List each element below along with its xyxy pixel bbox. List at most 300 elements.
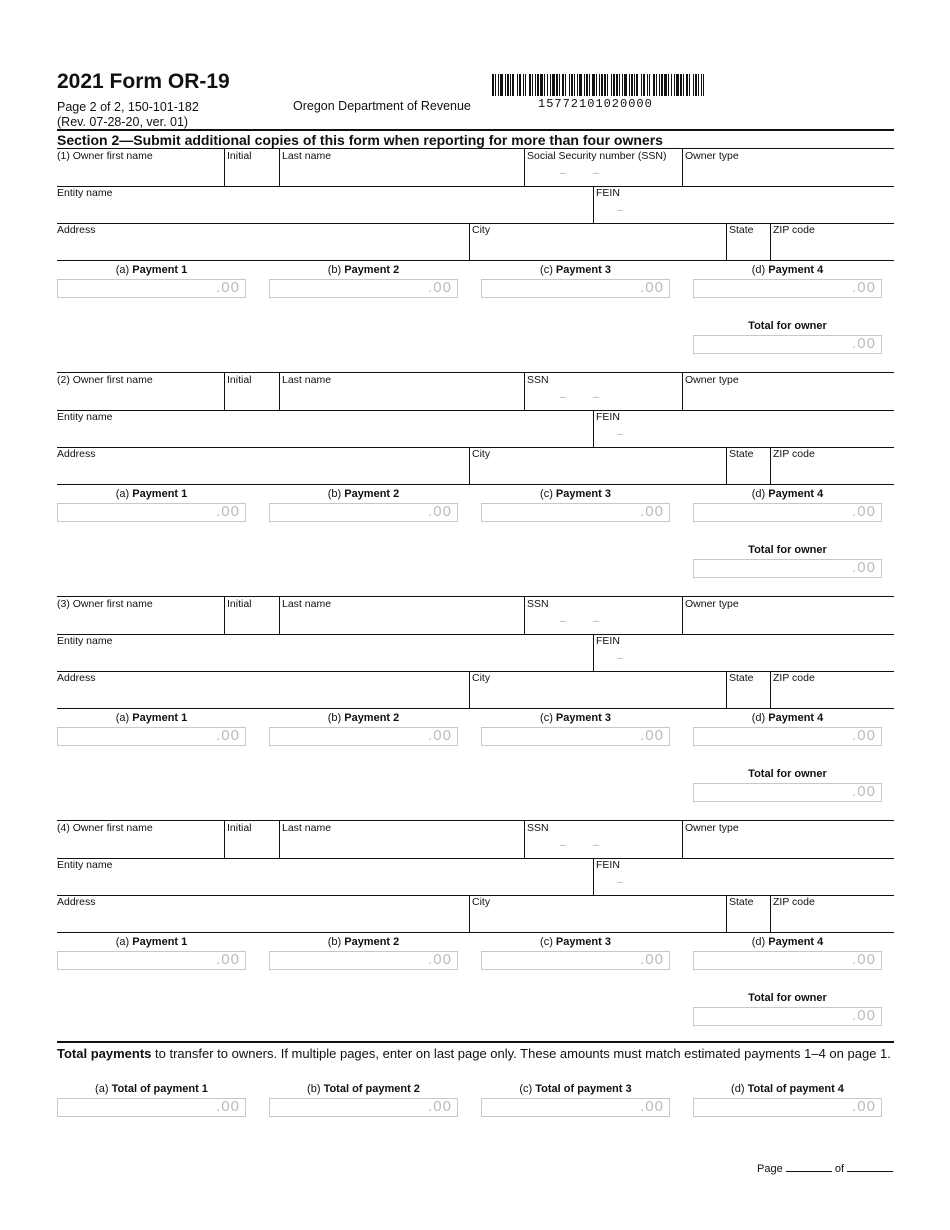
cents-marker: .00 [640, 503, 664, 520]
barcode-bar [686, 74, 688, 96]
payment-name: Payment 2 [344, 488, 400, 500]
fein-label: FEIN [596, 411, 620, 423]
cents-marker: .00 [852, 503, 876, 520]
zip-code-field[interactable] [771, 684, 894, 707]
entity-name-field[interactable] [57, 871, 592, 894]
payment-letter: (c) [540, 712, 553, 724]
initial-field[interactable] [225, 386, 278, 409]
barcode-bar [668, 74, 669, 96]
cents-marker: .00 [428, 279, 452, 296]
cents-marker: .00 [852, 1098, 876, 1115]
payment-letter: (c) [540, 264, 553, 276]
payment-letter: (a) [115, 264, 130, 276]
row-rule [57, 372, 894, 373]
payment-2-input[interactable] [269, 503, 458, 522]
payment-1-input[interactable] [57, 279, 246, 298]
row-rule [57, 484, 894, 485]
cents-marker: .00 [640, 279, 664, 296]
barcode-bar [647, 74, 648, 96]
payment-4-input[interactable] [693, 503, 882, 522]
total-payments-text: to transfer to owners. If multiple pages, enter on last page only. These amounts must match estimated payments 1–4 on page 1. [151, 1046, 891, 1061]
city-field[interactable] [470, 908, 725, 931]
barcode-bar [703, 74, 704, 96]
payment-letter: (d) [751, 936, 766, 948]
entity-name-label: Entity name [57, 411, 113, 423]
barcode-bar [596, 74, 597, 96]
barcode-bar [683, 74, 684, 96]
state-label: State [729, 672, 754, 684]
barcode-bar [622, 74, 623, 96]
ssn-field[interactable] [525, 386, 681, 409]
payment-name: Payment 1 [132, 264, 188, 276]
barcode-bar [505, 74, 506, 96]
total-name: Total of payment 2 [323, 1083, 420, 1095]
payment-name: Payment 1 [132, 488, 188, 500]
barcode-bar [519, 74, 521, 96]
total-for-owner-label: Total for owner [748, 992, 827, 1004]
barcode-bar [584, 74, 585, 96]
row-rule [57, 410, 894, 411]
barcode-bar [571, 74, 573, 96]
payment-3-input[interactable] [481, 503, 670, 522]
barcode-bar [659, 74, 660, 96]
payment-letter: (d) [751, 488, 766, 500]
barcode-bar [592, 74, 595, 96]
city-label: City [472, 672, 491, 684]
barcode-bar [689, 74, 690, 96]
barcode-bar [611, 74, 612, 96]
barcode-bar [537, 74, 539, 96]
barcode-bar [492, 74, 494, 96]
separator-dash: – [617, 877, 623, 888]
payment-3-input[interactable] [481, 727, 670, 746]
separator-dash: – [593, 392, 599, 403]
barcode-bar [674, 74, 675, 96]
payment-letter: (d) [751, 264, 766, 276]
total-payments-lead: Total payments [57, 1046, 152, 1061]
cents-marker: .00 [852, 951, 876, 968]
last-name-field[interactable] [280, 162, 523, 185]
payment-3-input[interactable] [481, 951, 670, 970]
separator-dash: – [593, 840, 599, 851]
payment-1-label [57, 488, 246, 500]
row-rule [57, 820, 894, 821]
barcode-bar [517, 74, 518, 96]
state-field[interactable] [727, 908, 769, 931]
payment-2-label [269, 712, 458, 724]
barcode-bar [589, 74, 590, 96]
payment-2-label [269, 488, 458, 500]
payment-4-input[interactable] [693, 279, 882, 298]
barcode-bar [693, 74, 694, 96]
payment-name: Payment 3 [555, 936, 611, 948]
row-rule [57, 260, 894, 261]
total-for-owner-label: Total for owner [748, 544, 827, 556]
ssn-label: Social Security number (SSN) [527, 150, 667, 162]
city-field[interactable] [470, 236, 725, 259]
cents-marker: .00 [852, 727, 876, 744]
separator-dash: – [593, 168, 599, 179]
cents-marker: .00 [852, 559, 876, 576]
payment-3-label [481, 712, 670, 724]
zip-code-label: ZIP code [773, 448, 815, 460]
total-name: Total of payment 4 [747, 1083, 844, 1095]
owner-type-field[interactable] [683, 834, 894, 857]
cents-marker: .00 [216, 951, 240, 968]
owner-first-name-field[interactable] [57, 162, 223, 185]
payment-4-input[interactable] [693, 951, 882, 970]
row-rule [57, 148, 894, 149]
barcode-bar [577, 74, 578, 96]
page-number-blank[interactable] [786, 1162, 832, 1172]
barcode-bar [500, 74, 503, 96]
total-for-owner-label: Total for owner [748, 320, 827, 332]
separator-dash: – [617, 653, 623, 664]
ssn-field[interactable] [525, 834, 681, 857]
owner-first-name-label: (3) Owner first name [57, 598, 153, 610]
total-letter: (b) [307, 1083, 321, 1095]
barcode-bar [698, 74, 699, 96]
page-word: Page [757, 1163, 783, 1175]
totals-rule [57, 1041, 894, 1043]
ssn-field[interactable] [525, 610, 681, 633]
state-label: State [729, 224, 754, 236]
cents-marker: .00 [852, 279, 876, 296]
ssn-label: SSN [527, 374, 549, 386]
barcode-bar [664, 74, 667, 96]
barcode-bar [550, 74, 551, 96]
payment-2-label [269, 264, 458, 276]
total-for-owner-input[interactable] [693, 783, 882, 802]
payment-1-label [57, 712, 246, 724]
row-rule [57, 634, 894, 635]
ssn-label: SSN [527, 822, 549, 834]
barcode-bar [495, 74, 496, 96]
initial-label: Initial [227, 598, 252, 610]
barcode-bar [552, 74, 555, 96]
fein-field[interactable] [594, 871, 894, 894]
barcode-bar [619, 74, 620, 96]
cents-marker: .00 [428, 951, 452, 968]
separator-dash: – [593, 616, 599, 627]
address-label: Address [57, 672, 96, 684]
payment-2-input[interactable] [269, 279, 458, 298]
barcode-bar [676, 74, 679, 96]
owner-first-name-field[interactable] [57, 610, 223, 633]
barcode-bar [624, 74, 627, 96]
zip-code-field[interactable] [771, 236, 894, 259]
total-payment-4-input[interactable] [693, 1098, 882, 1117]
barcode-bar [574, 74, 575, 96]
fein-label: FEIN [596, 635, 620, 647]
barcode-bar [523, 74, 524, 96]
department-name: Oregon Department of Revenue [293, 99, 471, 113]
fein-label: FEIN [596, 187, 620, 199]
revision: (Rev. 07-28-20, ver. 01) [57, 115, 189, 129]
initial-field[interactable] [225, 162, 278, 185]
barcode-bar [695, 74, 697, 96]
initial-label: Initial [227, 150, 252, 162]
barcode-bar [643, 74, 645, 96]
state-label: State [729, 448, 754, 460]
fein-label: FEIN [596, 859, 620, 871]
payment-4-label [693, 488, 882, 500]
payment-name: Payment 3 [555, 712, 611, 724]
payment-name: Payment 4 [768, 936, 824, 948]
owner-first-name-field[interactable] [57, 834, 223, 857]
city-label: City [472, 448, 491, 460]
zip-code-field[interactable] [771, 908, 894, 931]
cents-marker: .00 [428, 503, 452, 520]
barcode-bar [507, 74, 509, 96]
zip-code-label: ZIP code [773, 672, 815, 684]
payment-2-input[interactable] [269, 951, 458, 970]
barcode-bar [559, 74, 560, 96]
total-payments-instructions [57, 1045, 897, 1063]
total-for-owner-input[interactable] [693, 559, 882, 578]
owner-type-field[interactable] [683, 162, 894, 185]
zip-code-label: ZIP code [773, 224, 815, 236]
cents-marker: .00 [428, 727, 452, 744]
page-info: Page 2 of 2, 150-101-182 [57, 100, 199, 114]
barcode-bar [544, 74, 545, 96]
entity-name-label: Entity name [57, 859, 113, 871]
payment-4-label [693, 264, 882, 276]
total-name: Total of payment 3 [535, 1083, 632, 1095]
page-number-footer [757, 1162, 893, 1175]
last-name-label: Last name [282, 150, 332, 162]
initial-field[interactable] [225, 610, 278, 633]
address-field[interactable] [57, 908, 468, 931]
cents-marker: .00 [216, 727, 240, 744]
barcode-bar [641, 74, 642, 96]
payment-name: Payment 4 [768, 712, 824, 724]
barcode-bar [579, 74, 582, 96]
address-field[interactable] [57, 684, 468, 707]
fein-field[interactable] [594, 199, 894, 222]
barcode-bar [562, 74, 564, 96]
barcode-bar [547, 74, 548, 96]
section-title: Section 2—Submit additional copies of this form when reporting for more than four owners [57, 132, 663, 148]
payment-4-input[interactable] [693, 727, 882, 746]
initial-field[interactable] [225, 834, 278, 857]
barcode-image [492, 74, 704, 96]
payment-3-label [481, 264, 670, 276]
address-field[interactable] [57, 236, 468, 259]
total-payment-1-label [57, 1083, 246, 1095]
barcode-bar [616, 74, 618, 96]
cents-marker: .00 [852, 335, 876, 352]
payment-1-input[interactable] [57, 951, 246, 970]
cents-marker: .00 [216, 1098, 240, 1115]
payment-name: Payment 2 [344, 712, 400, 724]
payment-name: Payment 2 [344, 936, 400, 948]
payment-letter: (b) [327, 712, 342, 724]
owner-first-name-label: (4) Owner first name [57, 822, 153, 834]
barcode-bar [653, 74, 655, 96]
payment-name: Payment 1 [132, 936, 188, 948]
ssn-label: SSN [527, 598, 549, 610]
city-field[interactable] [470, 460, 725, 483]
barcode-bar [565, 74, 566, 96]
payment-name: Payment 3 [555, 488, 611, 500]
payment-1-input[interactable] [57, 727, 246, 746]
owner-first-name-label: (1) Owner first name [57, 150, 153, 162]
barcode-bar [556, 74, 558, 96]
zip-code-field[interactable] [771, 460, 894, 483]
payment-4-label [693, 936, 882, 948]
total-payment-4-label [693, 1083, 882, 1095]
cents-marker: .00 [216, 279, 240, 296]
ssn-field[interactable] [525, 162, 681, 185]
barcode-bar [510, 74, 511, 96]
barcode-bar [607, 74, 608, 96]
entity-name-field[interactable] [57, 647, 592, 670]
barcode-bar [701, 74, 702, 96]
fein-field[interactable] [594, 647, 894, 670]
initial-label: Initial [227, 822, 252, 834]
payment-letter: (b) [327, 488, 342, 500]
barcode-bar [569, 74, 570, 96]
barcode-bar [512, 74, 514, 96]
owner-type-field[interactable] [683, 386, 894, 409]
payment-3-input[interactable] [481, 279, 670, 298]
payment-letter: (c) [540, 936, 553, 948]
payment-letter: (a) [115, 936, 130, 948]
state-label: State [729, 896, 754, 908]
row-rule [57, 932, 894, 933]
barcode-bar [680, 74, 682, 96]
barcode-bar [498, 74, 499, 96]
payment-letter: (b) [327, 264, 342, 276]
barcode-bar [529, 74, 531, 96]
barcode-bar [649, 74, 650, 96]
last-name-label: Last name [282, 374, 332, 386]
payment-letter: (d) [751, 712, 766, 724]
of-word: of [834, 1163, 845, 1175]
owner-first-name-field[interactable] [57, 386, 223, 409]
barcode-number: 15772101020000 [538, 97, 653, 111]
zip-code-label: ZIP code [773, 896, 815, 908]
address-field[interactable] [57, 460, 468, 483]
last-name-label: Last name [282, 822, 332, 834]
barcode-bar [525, 74, 526, 96]
owner-type-label: Owner type [685, 150, 739, 162]
separator-dash: – [560, 392, 566, 403]
total-payment-2-input[interactable] [269, 1098, 458, 1117]
row-rule [57, 858, 894, 859]
total-for-owner-input[interactable] [693, 1007, 882, 1026]
cents-marker: .00 [852, 783, 876, 800]
barcode-bar [671, 74, 672, 96]
total-for-owner-input[interactable] [693, 335, 882, 354]
separator-dash: – [560, 840, 566, 851]
payment-3-label [481, 488, 670, 500]
cents-marker: .00 [640, 951, 664, 968]
barcode-bar [613, 74, 615, 96]
total-for-owner-label: Total for owner [748, 768, 827, 780]
owner-type-label: Owner type [685, 598, 739, 610]
page-total-blank[interactable] [847, 1162, 893, 1172]
city-label: City [472, 896, 491, 908]
row-rule [57, 596, 894, 597]
payment-name: Payment 3 [555, 264, 611, 276]
address-label: Address [57, 448, 96, 460]
cents-marker: .00 [428, 1098, 452, 1115]
state-field[interactable] [727, 236, 769, 259]
payment-1-label [57, 264, 246, 276]
payment-2-input[interactable] [269, 727, 458, 746]
barcode-bar [634, 74, 635, 96]
barcode-bar [631, 74, 633, 96]
barcode-bar [636, 74, 638, 96]
state-field[interactable] [727, 460, 769, 483]
barcode-bar [604, 74, 606, 96]
separator-dash: – [617, 205, 623, 216]
payment-letter: (c) [540, 488, 553, 500]
cents-marker: .00 [640, 727, 664, 744]
cents-marker: .00 [640, 1098, 664, 1115]
separator-dash: – [617, 429, 623, 440]
owner-type-field[interactable] [683, 610, 894, 633]
last-name-label: Last name [282, 598, 332, 610]
barcode-bar [601, 74, 603, 96]
row-rule [57, 708, 894, 709]
barcode-bar [599, 74, 600, 96]
barcode-bar [586, 74, 588, 96]
barcode-bar [629, 74, 630, 96]
payment-letter: (a) [115, 488, 130, 500]
barcode-bar [540, 74, 543, 96]
payment-name: Payment 4 [768, 264, 824, 276]
total-payment-3-input[interactable] [481, 1098, 670, 1117]
row-rule [57, 186, 894, 187]
fein-field[interactable] [594, 423, 894, 446]
state-field[interactable] [727, 684, 769, 707]
entity-name-label: Entity name [57, 635, 113, 647]
payment-letter: (b) [327, 936, 342, 948]
total-name: Total of payment 1 [111, 1083, 208, 1095]
address-label: Address [57, 224, 96, 236]
city-field[interactable] [470, 684, 725, 707]
last-name-field[interactable] [280, 386, 523, 409]
total-letter: (d) [731, 1083, 745, 1095]
form-title: 2021 Form OR-19 [57, 70, 230, 93]
entity-name-label: Entity name [57, 187, 113, 199]
barcode-bar [656, 74, 657, 96]
cents-marker: .00 [216, 503, 240, 520]
owner-type-label: Owner type [685, 822, 739, 834]
barcode-bar [661, 74, 663, 96]
total-letter: (a) [95, 1083, 109, 1095]
header-rule [57, 129, 894, 131]
payment-1-label [57, 936, 246, 948]
entity-name-field[interactable] [57, 423, 592, 446]
initial-label: Initial [227, 374, 252, 386]
address-label: Address [57, 896, 96, 908]
entity-name-field[interactable] [57, 199, 592, 222]
payment-1-input[interactable] [57, 503, 246, 522]
total-payment-1-input[interactable] [57, 1098, 246, 1117]
last-name-field[interactable] [280, 610, 523, 633]
last-name-field[interactable] [280, 834, 523, 857]
payment-name: Payment 2 [344, 264, 400, 276]
barcode-bar [535, 74, 536, 96]
owner-first-name-label: (2) Owner first name [57, 374, 153, 386]
payment-name: Payment 1 [132, 712, 188, 724]
payment-letter: (a) [115, 712, 130, 724]
payment-4-label [693, 712, 882, 724]
